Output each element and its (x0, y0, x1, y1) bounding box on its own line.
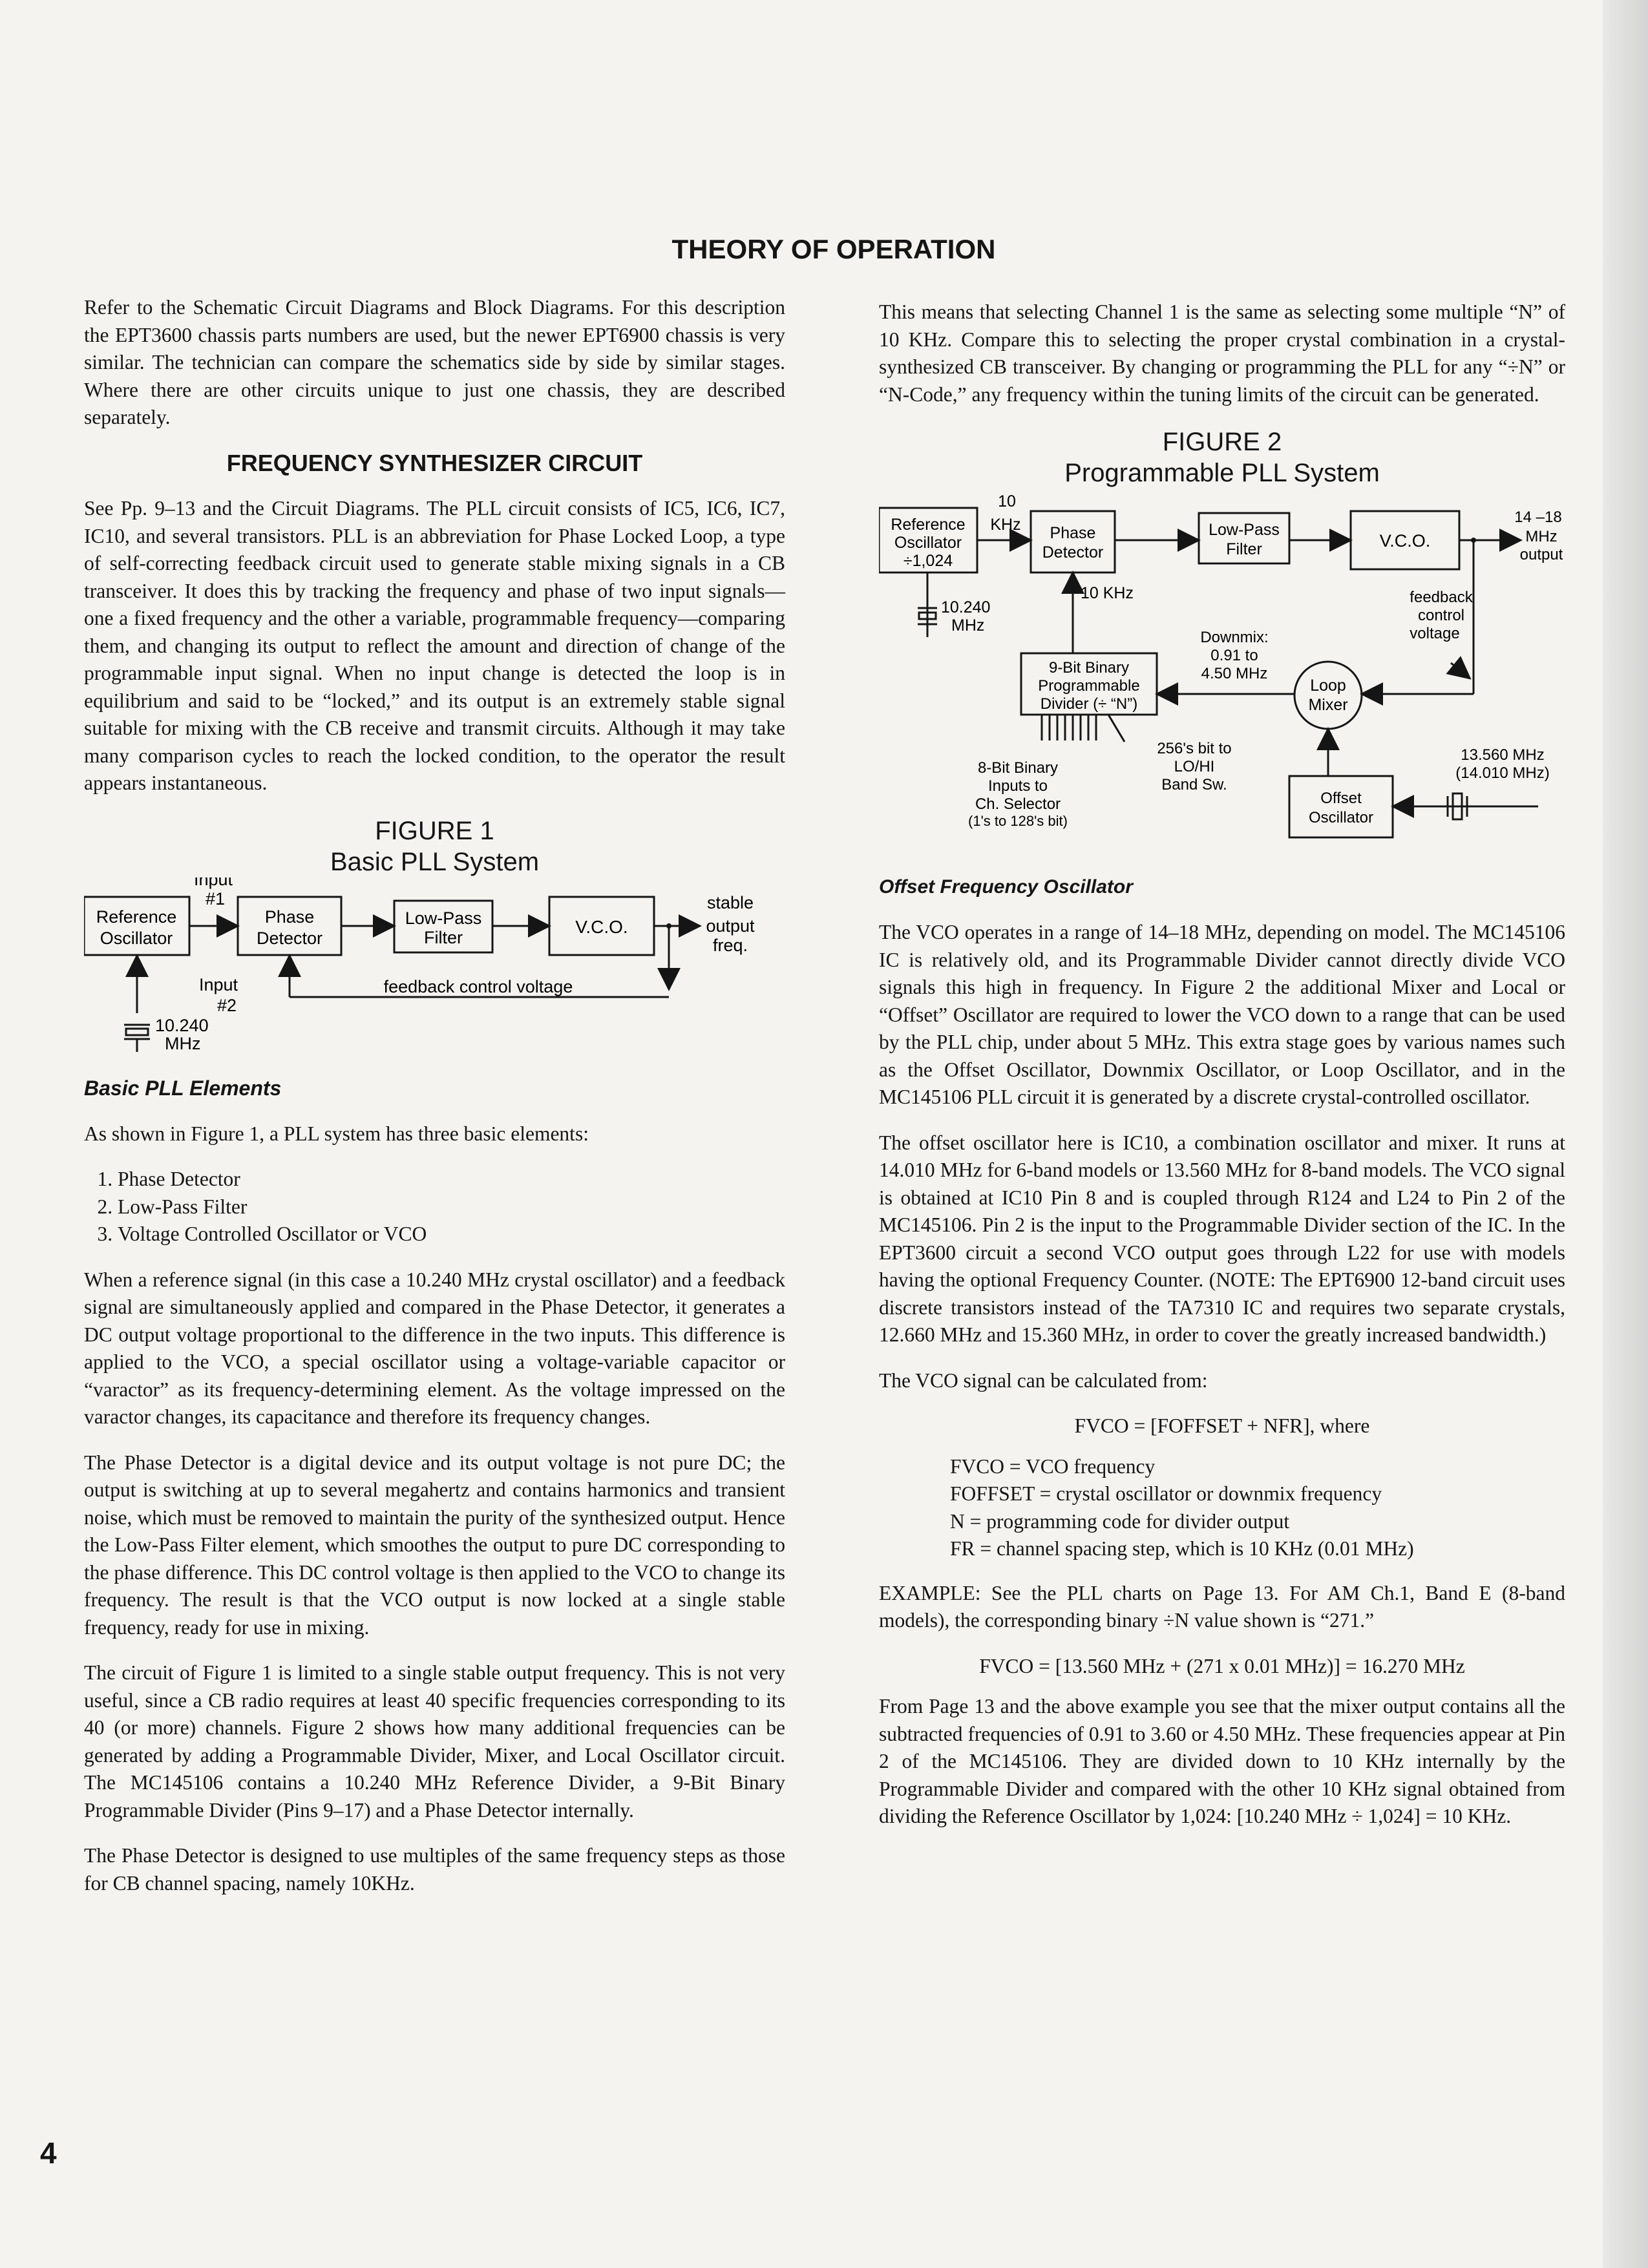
fig2-band-sw-line3: Band Sw. (1161, 776, 1227, 793)
example-calculation: FVCO = [13.560 MHz + (271 x 0.01 MHz)] = 16.270 MHz (979, 1654, 1465, 1677)
fig2-output-line1: 14 –18 (1514, 509, 1562, 526)
fig2-inputs-line4: (1's to 128's bit) (968, 813, 1068, 829)
fig1-input2-line2: #2 (217, 995, 237, 1015)
definition-line: N = programming code for divider output (950, 1509, 1290, 1533)
formula-definitions (950, 1453, 1565, 1563)
element-item: 2. Low-Pass Filter (118, 1193, 785, 1221)
definition-line: FVCO = VCO frequency (950, 1454, 1156, 1478)
vco-formula: FVCO = [FOFFSET + NFR], where (1074, 1414, 1370, 1437)
figure1-limit-paragraph: The circuit of Figure 1 is limited to a single stable output frequency. This is not very useful, since a CB radio requires at least 40 specific frequencies corresponding to its 40 (or more) channels. Figure 2 shows how many additional frequencies can be generated by adding a Programmable Divider, Mixer, and Local Oscillator circuit. The MC145106 contains a 10.240 MHz Reference Divider, a 9-Bit Binary Programmable Divider (Pins 9–17) and a Phase Detector internally. (84, 1661, 785, 1822)
offset-oscillator-paragraph: The offset oscillator here is IC10, a combination oscillator and mixer. It runs at 14.010 MHz for 6-band models or 13.560 MHz for 8-band models. The VCO signal is obtained at IC10 Pin 8 and is coupled through R124 and L24 to Pin 2 of the MC145106. Pin 2 is the input to the Programmable Divider section of the IC. In the EPT3600 circuit a second VCO output goes through L22 for use with models having the optional Frequency Counter. (NOTE: The EPT6900 12-band circuit uses discrete transistors instead of the TA7310 IC and requires two separate crystals, 12.660 MHz and 15.360 MHz, in order to cover the greatly increased bandwidth.) (879, 1131, 1565, 1346)
fig2-feedback-line2: control (1417, 607, 1465, 624)
fig2-loop-mixer-line1: Loop (1310, 677, 1346, 695)
channel-multiple-paragraph: This means that selecting Channel 1 is the same as selecting some multiple “N” of 10 KHz. Compare this to selecting the proper crystal combination in a crystal-synthesized CB transceiver. By changing or programming the PLL for any “÷N” or “N-Code,” any frequency within the tuning limits of the circuit can be generated. (879, 300, 1565, 406)
fig2-downmix-line1: Downmix: (1200, 629, 1269, 646)
fig1-feedback-label: feedback control voltage (383, 976, 573, 996)
figure-2-diagram (879, 488, 1565, 850)
fig1-phase-line2: Detector (256, 928, 323, 948)
figure-1-diagram (84, 877, 785, 1052)
definition-line: FR = channel spacing step, which is 10 KHz (0.01 MHz) (950, 1537, 1414, 1560)
section-title: FREQUENCY SYNTHESIZER CIRCUIT (226, 449, 643, 476)
definition-line: FOFFSET = crystal oscillator or downmix frequency (950, 1482, 1382, 1505)
fig2-inputs-line3: Ch. Selector (975, 795, 1061, 813)
fig2-crystal-line2: MHz (951, 616, 985, 635)
fig1-lpf-line1: Low-Pass (405, 908, 482, 928)
fig2-offset-osc-line2: Oscillator (1308, 809, 1374, 826)
fig2-10khz-mid: 10 KHz (1081, 584, 1134, 602)
scan-edge (1603, 0, 1648, 2268)
fig2-divider-line1: 9-Bit Binary (1048, 659, 1130, 677)
phase-detector-paragraph: The Phase Detector is a digital device and its output voltage is not pure DC; the output is switching at up to several megahertz and contains harmonics and transient noise, which must be removed to maintain the purity of the synthesized output. Hence the Low-Pass Filter element, which smoothes the output to pure DC corresponding to the phase difference. This DC control voltage is then applied to the VCO to change its frequency. The result is that the VCO output is now locked at a single stable frequency, ready for use in mixing. (84, 1451, 785, 1639)
fig2-band-sw-line2: LO/HI (1174, 758, 1215, 775)
fig2-loop-mixer-circle (1294, 662, 1362, 729)
fig2-output-line2: MHz (1525, 528, 1558, 545)
fig2-lpf-line2: Filter (1226, 540, 1262, 558)
reference-signal-paragraph: When a reference signal (in this case a 10.240 MHz crystal oscillator) and a feedback signal are simultaneously applied and compared in the Phase Detector, it generates a DC output voltage proportional to the difference in the two inputs. This difference is applied to the VCO, a special oscillator using a voltage-variable capacitor or “varactor” as its frequency-determining element. As the voltage impressed on the varactor changes, its capacitance and therefore its frequency changes. (84, 1268, 785, 1428)
figure-2-caption: Programmable PLL System (1064, 459, 1380, 487)
fig2-inputs-line2: Inputs to (988, 777, 1048, 795)
figure-1 (84, 815, 785, 1060)
intro-paragraph: Refer to the Schematic Circuit Diagrams and Block Diagrams. For this description the EPT3600 chassis parts numbers are used, but the newer EPT6900 chassis is very similar. The technician can compare the schematics side by side by similar stages. Where there are other circuits unique to just one chassis, they are described separately. (84, 296, 785, 428)
element-item: 3. Voltage Controlled Oscillator or VCO (118, 1221, 785, 1248)
fig2-feedback-line3: voltage (1410, 625, 1460, 642)
fig1-input1-line2: #1 (206, 888, 226, 908)
vco-calc-intro: The VCO signal can be calculated from: (879, 1369, 1208, 1392)
fig2-phase-line2: Detector (1042, 543, 1104, 562)
example-paragraph: EXAMPLE: See the PLL charts on Page 13. For AM Ch.1, Band E (8-band models), the corresponding binary ÷N value shown is “271.” (879, 1581, 1565, 1632)
fig2-band-sw-line1: 256's bit to (1157, 740, 1232, 757)
fig2-divider-line2: Programmable (1038, 677, 1140, 695)
fig1-input1-line1: Input (194, 877, 233, 889)
page-title: THEORY OF OPERATION (671, 234, 996, 264)
element-item: 1. Phase Detector (118, 1166, 785, 1193)
fig1-phase-line1: Phase (264, 907, 315, 927)
figure-2 (879, 426, 1565, 858)
fig1-crystal-line2: MHz (165, 1033, 201, 1052)
fig2-downmix-line3: 4.50 MHz (1201, 665, 1268, 682)
fig1-input2-line1: Input (198, 974, 238, 994)
fig1-output-line2: output (706, 916, 755, 936)
figure-1-caption: Basic PLL System (330, 847, 540, 876)
mixer-output-paragraph: From Page 13 and the above example you see that the mixer output contains all the subtracted frequencies of 0.91 to 3.60 or 4.50 MHz. These frequencies appear at Pin 2 of the MC145106. They are divided down to 10 KHz internally by the Programmable Divider and compared with the other 10 KHz signal obtained from dividing the Reference Oscillator by 1,024: [10.240 MHz ÷ 1,024] = 10 KHz. (879, 1695, 1565, 1827)
fig2-loop-mixer-line2: Mixer (1308, 696, 1348, 714)
left-column (84, 294, 785, 1915)
fig2-phase-line1: Phase (1050, 524, 1096, 542)
fig1-ref-osc-line1: Reference (96, 907, 177, 927)
elements-list (84, 1166, 785, 1248)
basic-pll-elements-heading: Basic PLL Elements (84, 1076, 282, 1100)
fig2-ref-osc-line2: Oscillator (894, 534, 962, 552)
fig2-10khz-top-line2: KHz (990, 516, 1021, 534)
offset-oscillator-heading: Offset Frequency Oscillator (879, 876, 1133, 898)
fig2-lpf-line1: Low-Pass (1209, 521, 1280, 539)
figure-1-label: FIGURE 1 (375, 816, 494, 845)
page-number: 4 (40, 2136, 57, 2170)
fig1-lpf-line2: Filter (424, 927, 463, 947)
fig2-offset-freq-line2: (14.010 MHz) (1455, 764, 1550, 782)
fig2-10khz-top-line1: 10 (998, 492, 1016, 510)
pll-paragraph: See Pp. 9–13 and the Circuit Diagrams. The PLL circuit consists of IC5, IC6, IC7, IC10, and several transistors. PLL is an abbreviation for Phase Locked Loop, a type of self-correcting feedback circuit used to generate stable mixing signals in a CB transceiver. It does this by tracking the frequency and phase of two input signals—one a fixed frequency and the other a variable, programmable frequency—comparing them, and changing its output to reflect the amount and direction of change of the programmable input signal. When no input change is detected the loop is in equilibrium and said to be “locked,” and its output is an extremely stable signal suitable for mixing with the CB receive and transmit circuits. Although it may take many comparison cycles to reach the locked condition, to the operator the result appears instantaneous. (84, 497, 785, 794)
fig2-downmix-line2: 0.91 to (1210, 647, 1258, 664)
fig1-ref-osc-line2: Oscillator (100, 928, 173, 948)
channel-spacing-paragraph: The Phase Detector is designed to use multiples of the same frequency steps as those for CB channel spacing, namely 10KHz. (84, 1844, 785, 1895)
fig2-divider-line3: Divider (÷ “N”) (1040, 695, 1138, 713)
fig1-vco-label: V.C.O. (575, 916, 628, 937)
fig1-output-line3: freq. (712, 935, 748, 955)
fig2-feedback-line1: feedback (1410, 589, 1473, 606)
fig1-crystal-line1: 10.240 (155, 1015, 209, 1035)
elements-intro: As shown in Figure 1, a PLL system has three basic elements: (84, 1122, 589, 1145)
vco-range-paragraph: The VCO operates in a range of 14–18 MHz, depending on model. The MC145106 IC is relatively old, and its Programmable Divider cannot directly divide VCO signals this high in frequency. In Figure 2 the additional Mixer and Local or “Offset” Oscillator are required to lower the VCO down to a range that can be used by the PLL chip, under about 5 MHz. This extra stage goes by various names such as the Offset Oscillator, Downmix Oscillator, or Loop Oscillator, and in the MC145106 PLL circuit it is generated by a discrete crystal-controlled oscillator. (879, 921, 1565, 1108)
fig1-output-line1: stable (706, 892, 754, 912)
fig2-ref-osc-line1: Reference (891, 516, 966, 534)
fig2-offset-osc-line1: Offset (1320, 790, 1362, 807)
fig2-output-line3: output (1519, 546, 1563, 563)
fig2-offset-freq-line1: 13.560 MHz (1461, 746, 1545, 764)
fig2-inputs-line1: 8-Bit Binary (977, 759, 1059, 777)
fig2-vco-label: V.C.O. (1379, 531, 1431, 551)
right-column (879, 299, 1565, 1849)
fig2-crystal-line1: 10.240 (941, 598, 991, 616)
figure-2-label: FIGURE 2 (1162, 428, 1282, 456)
fig2-ref-osc-line3: ÷1,024 (903, 552, 953, 570)
